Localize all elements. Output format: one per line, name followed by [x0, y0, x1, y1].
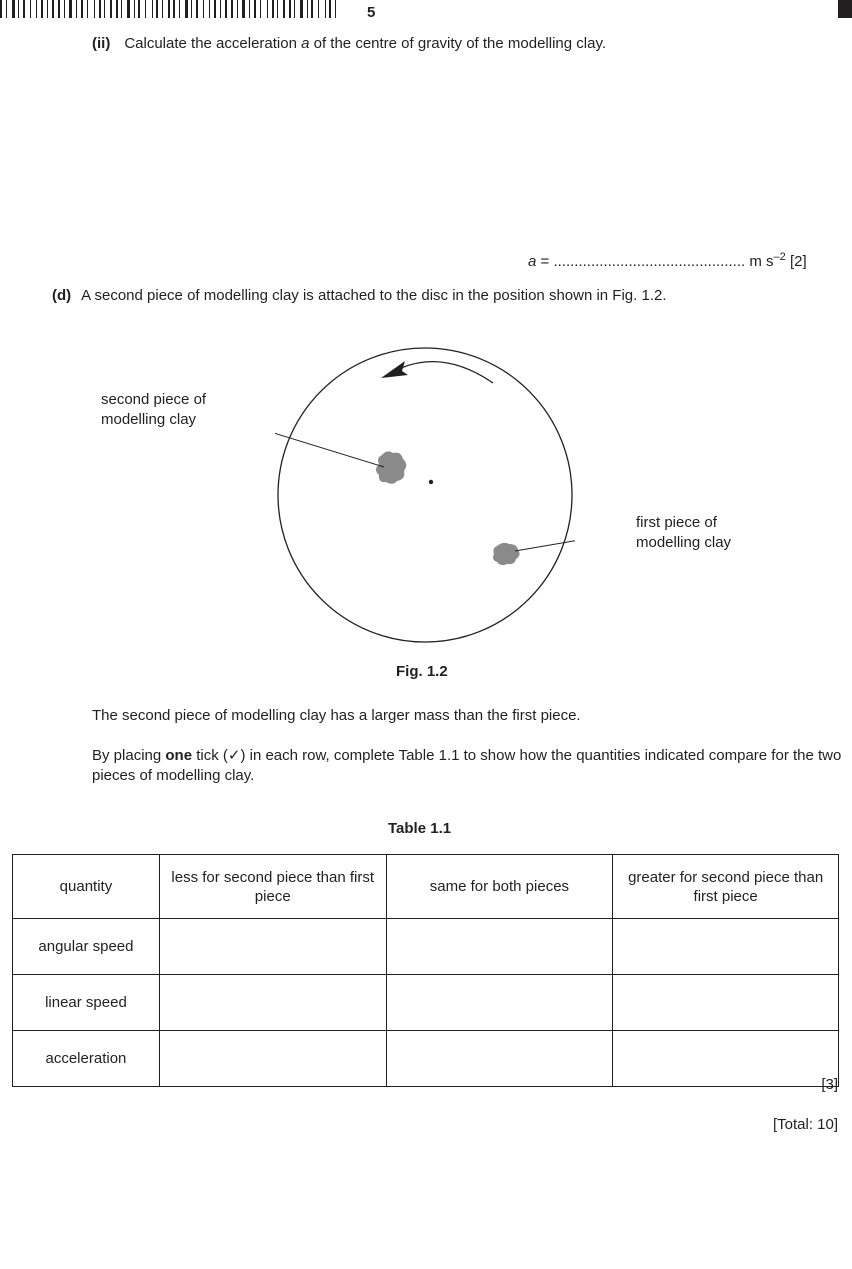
header-same: same for both pieces — [386, 855, 613, 919]
tick-cell-same[interactable] — [386, 975, 613, 1031]
table-title: Table 1.1 — [388, 820, 452, 837]
corner-registration-mark — [838, 0, 852, 18]
table-marks: [3] — [821, 1076, 838, 1093]
question-d-number: (d) — [52, 287, 72, 304]
row-label: acceleration — [13, 1031, 160, 1087]
label-second-piece: second piece of modelling clay — [101, 391, 207, 428]
header-greater: greater for second piece than first piece — [613, 855, 839, 919]
answer-marks: [2] — [789, 253, 807, 270]
tick-cell-less[interactable] — [159, 1031, 386, 1087]
question-d-text: A second piece of modelling clay is attached to the disc in the position shown in Fig. 1.2. — [81, 287, 667, 304]
answer-line[interactable]: a = .............................................. m $s^{-2}$ [2] — [528, 251, 807, 270]
tick-cell-same[interactable] — [386, 1031, 613, 1087]
table-header-row — [13, 855, 839, 919]
second-piece-leader — [275, 418, 384, 467]
total-marks: [Total: 10] — [772, 1116, 838, 1133]
question-ii-number: (ii) — [92, 35, 111, 52]
answer-unit: m s — [745, 253, 774, 270]
answer-dots: .............................................. — [553, 253, 746, 270]
header-quantity: quantity — [13, 855, 160, 919]
tick-cell-greater[interactable] — [613, 919, 839, 975]
paragraph-instructions: By placing one tick (✓) in each row, complete Table 1.1 to show how the quantities indicated compare for the two pieces of modelling clay. — [92, 747, 842, 784]
disc-outline — [278, 348, 572, 642]
question-ii — [92, 35, 606, 52]
question-d — [52, 287, 667, 304]
first-clay-piece — [493, 543, 520, 565]
table-row — [13, 919, 839, 975]
disc-figure — [275, 345, 575, 645]
header-less: less for second piece than first piece — [159, 855, 386, 919]
question-ii-text: Calculate the acceleration a of the centre of gravity of the modelling clay. — [124, 35, 606, 52]
tick-cell-greater[interactable] — [613, 1031, 839, 1087]
paragraph-mass: The second piece of modelling clay has a larger mass than the first piece. — [92, 707, 581, 724]
tick-cell-less[interactable] — [159, 975, 386, 1031]
page-number: 5 — [367, 4, 376, 21]
barcode — [0, 0, 340, 18]
tick-cell-greater[interactable] — [613, 975, 839, 1031]
row-label: linear speed — [13, 975, 160, 1031]
table-row — [13, 1031, 839, 1087]
disc-centre-dot — [429, 480, 433, 484]
rotation-arrow-arc — [401, 362, 493, 383]
first-piece-leader — [515, 531, 575, 551]
tick-cell-less[interactable] — [159, 919, 386, 975]
figure-caption: Fig. 1.2 — [396, 663, 448, 680]
rotation-arrow-head — [381, 361, 408, 378]
tick-cell-same[interactable] — [386, 919, 613, 975]
comparison-table — [12, 854, 839, 1087]
table-row — [13, 975, 839, 1031]
second-clay-piece — [376, 451, 406, 483]
row-label: angular speed — [13, 919, 160, 975]
label-first-piece: first piece of modelling clay — [636, 514, 732, 551]
